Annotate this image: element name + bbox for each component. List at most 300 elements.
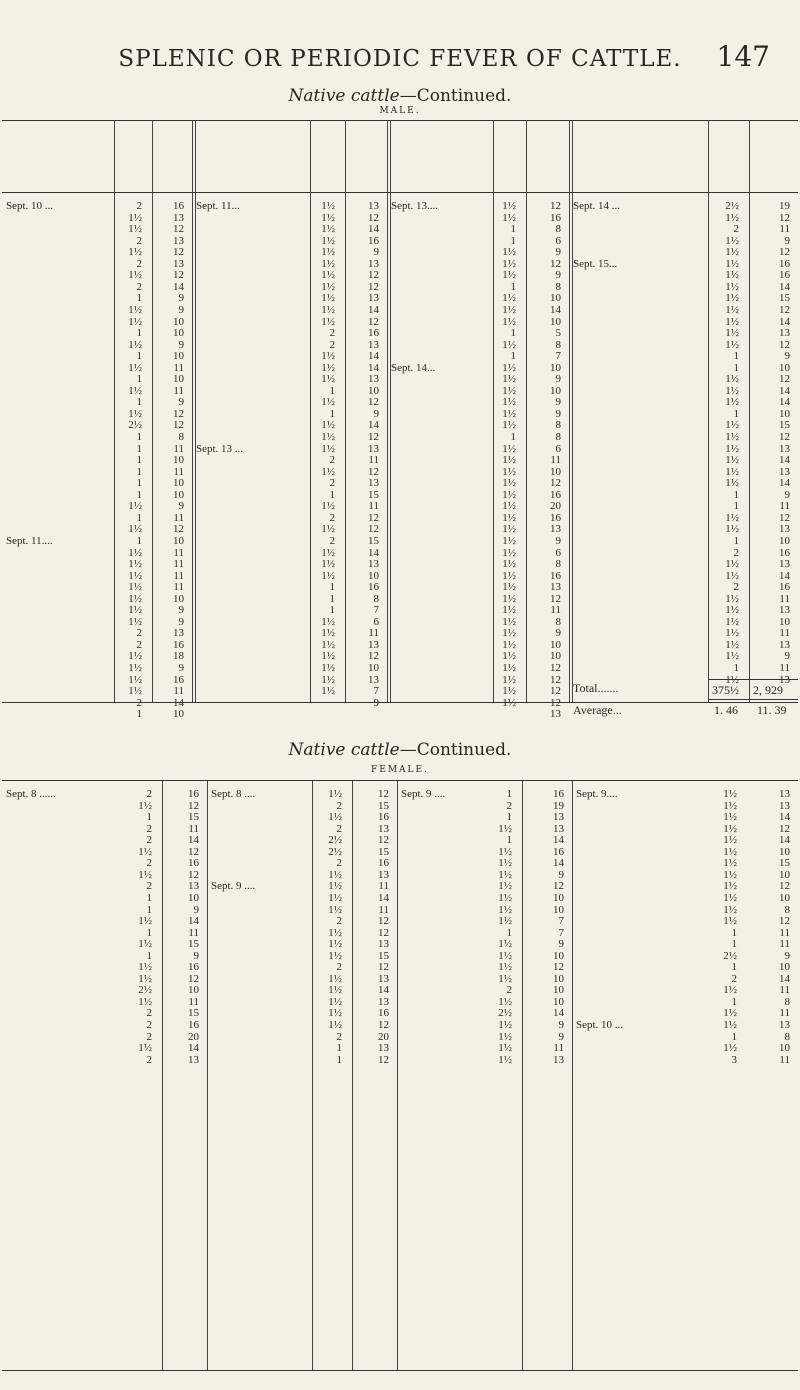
- male-table-livers-cell: 14: [368, 546, 379, 559]
- female-table-spleens-cell: 1½: [723, 903, 737, 916]
- male-table-spleens-cell: 1½: [502, 500, 516, 513]
- female-table-livers-cell: 12: [188, 972, 199, 985]
- female-table-top-rule: [2, 780, 798, 781]
- female-table-livers-cell: 15: [188, 811, 199, 824]
- female-table-spleens-cell: 2: [146, 822, 152, 835]
- female-table-livers-cell: 11: [779, 984, 790, 997]
- male-table-date-label: Sept. 11....: [6, 534, 53, 547]
- male-table-livers-cell: 14: [368, 361, 379, 374]
- female-table-livers-cell: 13: [378, 995, 389, 1008]
- female-table-livers-cell: 11: [188, 926, 199, 939]
- female-table-livers-cell: 14: [378, 891, 389, 904]
- female-table-spleens-cell: 1½: [138, 995, 152, 1008]
- male-table-spleens-cell: 1: [136, 511, 142, 524]
- male-table-livers-cell: 9: [784, 234, 790, 247]
- male-table-spleens-cell: 2: [329, 477, 335, 490]
- female-table-date-label: Sept. 8 ....: [211, 788, 256, 800]
- female-table-spleens-cell: 1½: [723, 822, 737, 835]
- female-table-spleens-cell: 1½: [723, 891, 737, 904]
- male-table-livers-cell: 7: [373, 685, 379, 698]
- female-table-date-label: Sept. 9 ....: [401, 788, 446, 800]
- female-table-livers-cell: 12: [378, 1053, 389, 1066]
- female-table-livers-cell: 14: [378, 984, 389, 997]
- male-table-top-rule: [2, 120, 798, 121]
- male-table-livers-cell: 6: [555, 234, 561, 247]
- male-table-livers-cell: 12: [368, 650, 379, 663]
- male-table-livers-cell: 14: [173, 696, 184, 709]
- male-table-livers-cell: 10: [550, 315, 561, 328]
- male-title-suffix: —Continued.: [399, 86, 512, 106]
- female-table-livers-cell: 15: [779, 857, 790, 870]
- male-table-spleens-cell: 2: [733, 581, 739, 594]
- male-table-spleens-cell: 1½: [128, 581, 142, 594]
- male-table-spleens-cell: 1½: [725, 627, 739, 640]
- male-table-spleens-cell: 1½: [321, 627, 335, 640]
- male-table-livers-cell: 14: [779, 477, 790, 490]
- male-table-livers-cell: 9: [373, 407, 379, 420]
- female-table-livers-cell: 11: [779, 938, 790, 951]
- female-table-col-sep-0-1: [207, 780, 208, 1370]
- female-table-spleens-cell: 2: [146, 1053, 152, 1066]
- female-table-spleens-cell: 1: [506, 834, 512, 847]
- male-table-livers-cell: 12: [550, 477, 561, 490]
- female-table-spleens-cell: 1½: [498, 903, 512, 916]
- male-table-spleens-cell: 1½: [128, 303, 142, 316]
- male-table-livers-cell: 16: [368, 234, 379, 247]
- male-table-spleens-cell: 1½: [321, 523, 335, 536]
- female-table-livers-cell: 13: [553, 811, 564, 824]
- male-table-spleens-cell: 1½: [128, 523, 142, 536]
- female-table-livers-cell: 7: [558, 926, 564, 939]
- male-table-spleens-cell: 1: [510, 223, 516, 236]
- male-table-spleens-cell: 1: [136, 488, 142, 501]
- male-table-livers-cell: 12: [779, 303, 790, 316]
- female-table-spleens-cell: 1½: [498, 1042, 512, 1055]
- average-rule: [708, 699, 798, 700]
- male-table-livers-cell: 12: [779, 338, 790, 351]
- male-table-livers-cell: 10: [173, 315, 184, 328]
- male-table-livers-cell: 11: [173, 384, 184, 397]
- male-table-spleens-cell: 2: [733, 546, 739, 559]
- male-table-livers-cell: 10: [173, 477, 184, 490]
- female-table-livers-cell: 10: [553, 972, 564, 985]
- female-table-spleens-cell: 1: [506, 926, 512, 939]
- male-table-livers-cell: 7: [373, 604, 379, 617]
- male-table-spleens-cell: 1: [329, 581, 335, 594]
- female-subhead: FEMALE.: [371, 765, 429, 775]
- male-table-livers-cell: 9: [178, 303, 184, 316]
- male-table-livers-cell: 11: [173, 581, 184, 594]
- male-table-livers-cell: 11: [779, 223, 790, 236]
- female-table-livers-cell: 12: [378, 834, 389, 847]
- male-table-spleens-cell: 1½: [321, 546, 335, 559]
- male-table-spleens-cell: 1½: [725, 638, 739, 651]
- male-table-livers-cell: 8: [178, 431, 184, 443]
- male-table-livers-cell: 13: [779, 523, 790, 536]
- female-table-livers-cell: 10: [553, 949, 564, 962]
- male-table-livers-cell: 10: [173, 454, 184, 467]
- female-table-spleens-cell: 1: [731, 938, 737, 951]
- female-table-spleens-cell: 1½: [138, 1042, 152, 1055]
- female-table-livers-cell: 12: [188, 845, 199, 858]
- male-table-spleens-cell: 1½: [502, 581, 516, 594]
- male-table-livers-cell: 11: [173, 546, 184, 559]
- male-table-spleens-cell: 1½: [321, 569, 335, 582]
- female-table-spleens-cell: 2: [506, 984, 512, 997]
- female-table-livers-cell: 15: [188, 938, 199, 951]
- male-table-livers-cell: 9: [555, 246, 561, 259]
- male-table-livers-cell: 12: [173, 269, 184, 282]
- female-table-spleens-cell: 1½: [498, 949, 512, 962]
- male-table-spleens-cell: 1: [136, 465, 142, 478]
- male-table-livers-cell: 13: [779, 465, 790, 478]
- female-table-spleens-cell: 1½: [498, 845, 512, 858]
- female-table-livers-cell: 13: [378, 1042, 389, 1055]
- male-table-spleens-cell: 1½: [321, 662, 335, 674]
- male-table-spleens-cell: 1: [136, 431, 142, 443]
- female-table-spleens-cell: 2: [336, 915, 342, 928]
- page-number: 147: [716, 40, 770, 73]
- male-table-spleens-cell: 1½: [502, 454, 516, 467]
- female-table-livers-cell: 15: [378, 799, 389, 812]
- female-table-spleens-cell: 1½: [723, 834, 737, 847]
- female-table-spleens-cell: 2: [146, 1007, 152, 1020]
- male-table-spleens-cell: 1½: [502, 615, 516, 628]
- male-table-livers-cell: 9: [555, 407, 561, 420]
- female-table-spleens-cell: 1½: [723, 868, 737, 881]
- male-table-spleens-cell: 1½: [502, 292, 516, 305]
- male-table-spleens-cell: 1½: [502, 303, 516, 316]
- male-table-spleens-cell: 1½: [321, 361, 335, 374]
- female-table-livers-cell: 12: [779, 880, 790, 893]
- female-table-livers-cell: 10: [553, 903, 564, 916]
- male-table-livers-cell: 9: [178, 338, 184, 351]
- male-table-spleens-cell: 1½: [321, 650, 335, 663]
- female-table-livers-cell: 9: [193, 949, 199, 962]
- female-table-livers-cell: 14: [779, 811, 790, 824]
- male-table-spleens-cell: 1½: [128, 407, 142, 420]
- female-table-date-label: Sept. 10 ...: [576, 1019, 624, 1031]
- female-table-livers-cell: 8: [784, 1030, 790, 1043]
- male-table-livers-cell: 14: [368, 223, 379, 236]
- male-table-spleens-cell: 1½: [128, 558, 142, 571]
- male-table-livers-cell: 9: [178, 662, 184, 674]
- female-table-livers-cell: 12: [378, 961, 389, 974]
- male-table-livers-cell: 10: [779, 361, 790, 374]
- male-table-spleens-cell: 2: [136, 234, 142, 247]
- male-table-spleens-cell: 1½: [128, 384, 142, 397]
- female-table-spleens-cell: 1: [146, 949, 152, 962]
- male-table-livers-cell: 16: [550, 569, 561, 582]
- male-subhead: MALE.: [379, 106, 421, 116]
- male-table-livers-cell: 16: [173, 200, 184, 212]
- male-table-spleens-cell: 1½: [321, 303, 335, 316]
- female-table-livers-cell: 16: [378, 857, 389, 870]
- male-table-livers-cell: 11: [550, 454, 561, 467]
- female-table-spleens-cell: 2: [336, 1030, 342, 1043]
- male-table: [2, 120, 798, 721]
- male-table-spleens-cell: 1½: [502, 465, 516, 478]
- male-title-text: Native cattle: [288, 86, 400, 106]
- male-table-spleens-cell: 1½: [321, 350, 335, 363]
- male-table-spleens-cell: 1½: [725, 615, 739, 628]
- female-table-livers-cell: 13: [378, 938, 389, 951]
- female-table-livers-cell: 14: [188, 915, 199, 928]
- male-table-spleens-cell: 1½: [321, 419, 335, 432]
- female-table-livers-cell: 9: [558, 1030, 564, 1043]
- male-table-spleens-cell: 1½: [502, 546, 516, 559]
- male-table-spleens-cell: 1½: [725, 569, 739, 582]
- male-table-livers-cell: 12: [368, 431, 379, 443]
- male-table-spleens-cell: 1½: [502, 211, 516, 224]
- male-table-spleens-cell: 1½: [128, 269, 142, 282]
- female-table-spleens-cell: 1½: [723, 857, 737, 870]
- male-table-spleens-cell: 1½: [321, 558, 335, 571]
- male-table-date-label: Sept. 11...: [196, 200, 240, 212]
- female-table-livers-cell: 14: [779, 972, 790, 985]
- male-table-spleens-cell: 1: [510, 350, 516, 363]
- female-table-spleens-cell: 2: [336, 961, 342, 974]
- female-table-spleens-cell: 1½: [723, 880, 737, 893]
- male-table-livers-cell: 13: [368, 638, 379, 651]
- male-table-spleens-cell: 2½: [128, 419, 142, 432]
- female-table-spleens-cell: 2: [336, 799, 342, 812]
- female-table-livers-cell: 11: [779, 926, 790, 939]
- male-table-livers-cell: 19: [779, 200, 790, 212]
- male-table-livers-cell: 14: [779, 384, 790, 397]
- male-table-livers-cell: 13: [779, 673, 790, 686]
- male-table-spleens-cell: 1½: [128, 592, 142, 605]
- male-table-livers-cell: 9: [555, 396, 561, 409]
- male-table-livers-cell: 14: [779, 454, 790, 467]
- male-table-livers-cell: 12: [779, 373, 790, 386]
- male-table-spleens-cell: 1: [136, 292, 142, 305]
- female-table-spleens-cell: 1½: [498, 822, 512, 835]
- male-table-livers-cell: 10: [779, 615, 790, 628]
- male-table-spleens-cell: 1: [136, 396, 142, 409]
- male-table-spleens-cell: 1½: [321, 673, 335, 686]
- female-table-spleens-cell: 2½: [498, 1007, 512, 1020]
- male-table-spleens-cell: 1½: [128, 569, 142, 582]
- male-table-livers-cell: 12: [779, 431, 790, 443]
- female-table-livers-cell: 10: [779, 891, 790, 904]
- female-table-spleens-cell: 1½: [328, 938, 342, 951]
- male-table-livers-cell: 13: [550, 523, 561, 536]
- female-table-spleens-cell: 1: [731, 1030, 737, 1043]
- male-table-livers-cell: 8: [555, 558, 561, 571]
- male-table-livers-cell: 9: [373, 696, 379, 709]
- male-table-livers-cell: 9: [555, 627, 561, 640]
- female-table-spleens-cell: 1½: [498, 1030, 512, 1043]
- male-table-spleens-cell: 1: [510, 234, 516, 247]
- female-table-title: [0, 740, 800, 760]
- male-table-spleens-cell: 1½: [321, 685, 335, 698]
- male-table-spleens-cell: 1½: [128, 546, 142, 559]
- male-table-livers-cell: 16: [550, 211, 561, 224]
- male-table-livers-cell: 16: [173, 673, 184, 686]
- male-table-livers-cell: 11: [173, 465, 184, 478]
- female-table-livers-cell: 12: [378, 915, 389, 928]
- female-table-livers-cell: 16: [553, 788, 564, 800]
- male-table-spleens-cell: 1½: [502, 338, 516, 351]
- male-table-spleens-cell: 1½: [725, 292, 739, 305]
- female-table-spleens-cell: 1½: [328, 811, 342, 824]
- female-table-livers-cell: 10: [188, 984, 199, 997]
- male-table-spleens-cell: 1½: [725, 234, 739, 247]
- female-table-livers-cell: 8: [784, 995, 790, 1008]
- male-table-spleens-cell: 1½: [128, 662, 142, 674]
- female-table-spleens-cell: 1½: [328, 788, 342, 800]
- male-table-livers-cell: 14: [368, 419, 379, 432]
- female-table-date-label: Sept. 8 ......: [6, 788, 56, 800]
- male-table-date-label: Sept. 13....: [391, 200, 439, 212]
- female-table-livers-cell: 14: [553, 1007, 564, 1020]
- male-table-livers-cell: 13: [368, 257, 379, 270]
- male-table-spleens-cell: 1½: [321, 373, 335, 386]
- male-table-livers-cell: 9: [555, 269, 561, 282]
- male-table-spleens-cell: 1½: [321, 223, 335, 236]
- male-table-date-label: Sept. 14...: [391, 361, 436, 374]
- male-table-spleens-cell: 1½: [502, 246, 516, 259]
- male-table-spleens-cell: 2: [136, 280, 142, 293]
- female-table-spleens-cell: 2: [506, 799, 512, 812]
- female-table-livers-cell: 9: [784, 949, 790, 962]
- male-table-spleens-cell: 1½: [725, 280, 739, 293]
- female-table-livers-cell: 12: [378, 926, 389, 939]
- male-table-livers-cell: 14: [779, 280, 790, 293]
- male-table-livers-cell: 16: [550, 488, 561, 501]
- male-table-livers-cell: 13: [173, 627, 184, 640]
- male-table-spleens-cell: 1½: [502, 488, 516, 501]
- male-table-spleens-cell: 1½: [321, 615, 335, 628]
- male-table-livers-cell: 12: [368, 280, 379, 293]
- male-table-spleens-cell: 1½: [502, 673, 516, 686]
- male-table-spleens-cell: 1½: [725, 419, 739, 432]
- male-table-livers-cell: 9: [178, 615, 184, 628]
- male-table-livers-cell: 8: [555, 280, 561, 293]
- male-table-date-label: Sept. 13 ...: [196, 442, 244, 455]
- male-table-spleens-cell: 1½: [725, 673, 739, 686]
- male-table-spleens-cell: 1½: [128, 361, 142, 374]
- female-table-col-sep-2-1: [572, 780, 573, 1370]
- female-table-spleens-cell: 1: [146, 891, 152, 904]
- female-table-livers-cell: 14: [779, 834, 790, 847]
- male-table-spleens-cell: 1½: [128, 500, 142, 513]
- female-table-spleens-cell: 2: [146, 1019, 152, 1031]
- female-table-spleens-cell: 1½: [328, 891, 342, 904]
- male-table-livers-cell: 15: [779, 419, 790, 432]
- female-table-spleens-cell: 1½: [498, 1019, 512, 1031]
- male-table-spleens-cell: 1½: [128, 246, 142, 259]
- male-table-livers-cell: 11: [779, 627, 790, 640]
- male-table-livers-cell: 11: [779, 500, 790, 513]
- male-table-livers-cell: 13: [779, 327, 790, 340]
- male-table-spleens-cell: 1½: [321, 246, 335, 259]
- male-table-spleens-cell: 1½: [725, 558, 739, 571]
- male-table-spleens-cell: 1½: [321, 315, 335, 328]
- female-table-livers-cell: 10: [553, 891, 564, 904]
- total-rule: [708, 679, 798, 680]
- male-table-spleens-cell: 2: [329, 534, 335, 547]
- male-table-livers-cell: 6: [373, 615, 379, 628]
- male-table-livers-cell: 12: [368, 511, 379, 524]
- female-table-spleens-cell: 2½: [723, 949, 737, 962]
- male-table-livers-cell: 8: [555, 615, 561, 628]
- male-table-spleens-cell: 2: [136, 638, 142, 651]
- male-table-livers-cell: 16: [368, 581, 379, 594]
- male-table-livers-cell: 14: [368, 350, 379, 363]
- male-table-livers-cell: 10: [550, 361, 561, 374]
- male-table-spleens-cell: 1: [329, 488, 335, 501]
- female-table-spleens-cell: 1½: [328, 972, 342, 985]
- total-label: Total.......: [573, 681, 619, 696]
- male-table-livers-cell: 11: [173, 685, 184, 698]
- average-spleens: 1. 46: [714, 703, 738, 718]
- male-table-livers-cell: 12: [368, 523, 379, 536]
- male-table-spleens-cell: 1½: [725, 454, 739, 467]
- female-table-spleens-cell: 1½: [138, 938, 152, 951]
- male-table-spleens-cell: 1½: [502, 442, 516, 455]
- male-table-livers-cell: 8: [555, 223, 561, 236]
- female-table-livers-cell: 7: [558, 915, 564, 928]
- male-table-livers-cell: 10: [779, 534, 790, 547]
- female-table-spleens-cell: 1½: [328, 1007, 342, 1020]
- male-table-spleens-cell: 1½: [128, 223, 142, 236]
- male-table-spleens-cell: 1½: [502, 396, 516, 409]
- male-table-spleens-cell: 1½: [725, 396, 739, 409]
- male-table-spleens-cell: 1: [510, 280, 516, 293]
- male-table-livers-cell: 12: [779, 246, 790, 259]
- female-table-spleens-cell: 1½: [723, 915, 737, 928]
- male-table-spleens-cell: 1½: [502, 523, 516, 536]
- male-table-spleens-cell: 1½: [725, 303, 739, 316]
- female-table-livers-cell: 14: [188, 834, 199, 847]
- female-table-livers-cell: 12: [378, 788, 389, 800]
- male-table-spleens-cell: 1½: [725, 592, 739, 605]
- female-table-livers-cell: 16: [378, 811, 389, 824]
- female-table-spleens-cell: 1½: [328, 1019, 342, 1031]
- male-table-spleens-cell: 2: [733, 223, 739, 236]
- male-table-spleens-cell: 1½: [502, 638, 516, 651]
- male-table-livers-cell: 10: [173, 488, 184, 501]
- male-table-spleens-cell: 1: [136, 708, 142, 721]
- female-table-spleens-cell: 2: [336, 822, 342, 835]
- female-table-livers-cell: 12: [378, 1019, 389, 1031]
- female-table-livers-cell: 13: [553, 1053, 564, 1066]
- male-table-livers-cell: 8: [555, 338, 561, 351]
- female-table-livers-cell: 12: [779, 915, 790, 928]
- female-table-livers-cell: 10: [779, 868, 790, 881]
- female-table-spleens-cell: 1½: [498, 891, 512, 904]
- male-table-livers-cell: 10: [173, 708, 184, 721]
- female-table-livers-cell: 14: [553, 857, 564, 870]
- male-table-spleens-cell: 1½: [502, 511, 516, 524]
- running-title: SPLENIC OR PERIODIC FEVER OF CATTLE.: [118, 46, 682, 72]
- female-table-livers-cell: 15: [378, 949, 389, 962]
- female-table-spleens-cell: 1½: [498, 938, 512, 951]
- female-table-spleens-cell: 1: [336, 1042, 342, 1055]
- male-table-livers-cell: 10: [368, 569, 379, 582]
- female-table-spleens-cell: 1½: [498, 972, 512, 985]
- male-table-livers-cell: 9: [178, 396, 184, 409]
- male-table-livers-cell: 8: [555, 419, 561, 432]
- female-table-spleens-cell: 1½: [723, 799, 737, 812]
- page-header: [0, 40, 800, 80]
- female-table-livers-cell: 13: [378, 868, 389, 881]
- male-table-spleens-cell: 1: [329, 604, 335, 617]
- female-table-livers-cell: 11: [188, 995, 199, 1008]
- female-table-spleens-cell: 1½: [328, 949, 342, 962]
